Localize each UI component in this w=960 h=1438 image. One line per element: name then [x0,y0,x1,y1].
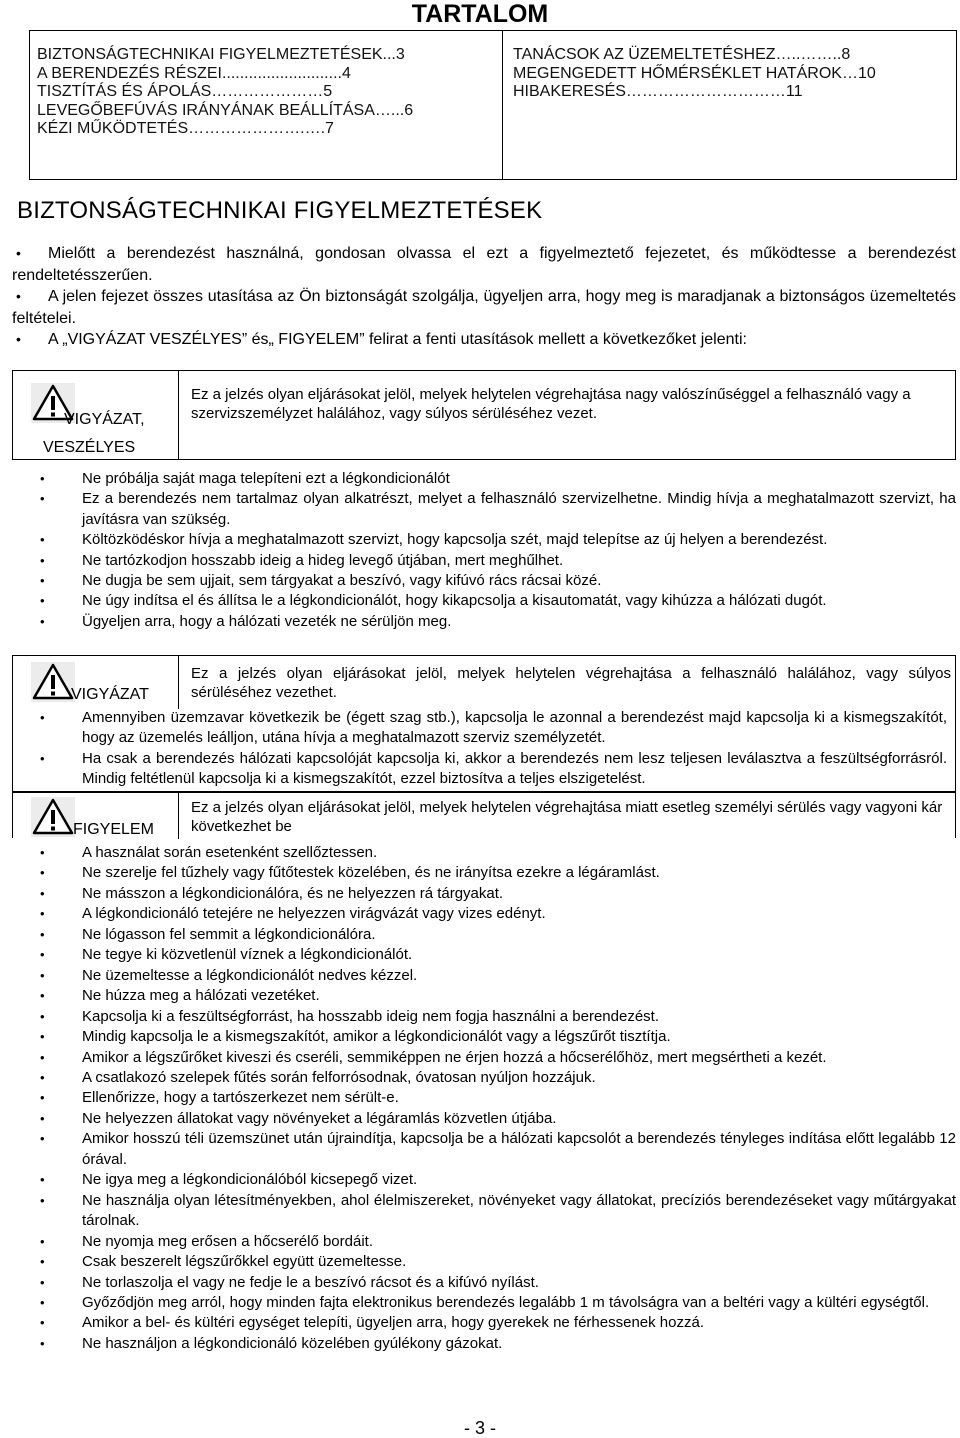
list-item: • A csatlakozó szelepek fűtés során felforrósodnak, óvatosan nyúljon hozzájuk. [12,1068,956,1088]
warning-box [12,655,956,708]
list-item: • A használat során esetenként szellőztessen. [12,843,956,863]
list-item: • Ne torlaszolja el vagy ne fedje le a beszívó rácsot és a kifúvó nyílást. [12,1273,956,1293]
intro-text [12,243,956,351]
list-item: • Amikor hosszú téli üzemszünet után újraindítja, kapcsolja be a hálózati kapcsolót a berendezés tényleges indítása előtt legalább 12 órával. [12,1129,956,1170]
toc-item[interactable]: KÉZI MŰKÖDTETÉS………………….….7 [37,120,334,137]
list-item: • Ügyeljen arra, hogy a hálózati vezeték ne sérüljön meg. [12,612,956,632]
list-item: • Ne használjon a légkondicionáló közelében gyúlékony gázokat. [12,1334,956,1354]
warning-description: Ez a jelzés olyan eljárásokat jelöl, melyek helytelen végrehajtása a felhasználó halálához, vagy súlyos sérüléséhez vezethet. [191,665,951,701]
danger-label: VIGYÁZAT, [64,411,145,428]
list-item: • Győződjön meg arról, hogy minden fajta elektronikus berendezés legalább 1 m távolságra van a beltéri vagy a kültéri egységtől. [12,1293,956,1313]
danger-label-2: VESZÉLYES [43,439,136,456]
list-item: • Ne tartózkodjon hosszabb ideig a hideg levegő útjában, mert meghűlhet. [12,551,956,571]
list-item: • Ez a berendezés nem tartalmaz olyan alkatrészt, melyet a felhasználó szervizelhetne. Mindig hívja a meghatalmazott szervizt, ha javításra van szükség. [12,489,956,530]
caution-box [12,791,956,838]
list-item: • Ne húzza meg a hálózati vezetéket. [12,986,956,1006]
toc-right-column [503,31,956,179]
caution-list [12,843,956,1354]
table-of-contents [29,30,957,180]
caution-label-cell [13,792,179,839]
list-item: • Ne próbálja saját maga telepíteni ezt a légkondicionálót [12,469,956,489]
intro-item: • A jelen fejezet összes utasítása az Ön biztonságát szolgálja, ügyeljen arra, hogy meg is maradjanak a biztonságos üzemeltetés feltételei. [12,286,956,329]
list-item: • Ne helyezzen állatokat vagy növényeket a légáramlás közvetlen útjába. [12,1109,956,1129]
warning-list [12,708,956,793]
list-item: • Csak beszerelt légszűrőkkel együtt üzemeltesse. [12,1252,956,1272]
list-item: • Kapcsolja ki a feszültségforrást, ha hosszabb ideig nem fogja használni a berendezést. [12,1007,956,1027]
danger-description: Ez a jelzés olyan eljárásokat jelöl, melyek helytelen végrehajtása nagy valószínűséggel a felhasználó vagy a szervizszemélyzet halálához, vagy súlyos sérüléséhez vezet. [191,386,911,422]
toc-item[interactable]: TANÁCSOK AZ ÜZEMELTETÉSHEZ…..……..8 [513,46,851,63]
list-item: • Mindig kapcsolja le a kismegszakítót, amikor a légkondicionálót vagy a légszűrőt tisztítja. [12,1027,956,1047]
list-item: • Ne másszon a légkondicionálóra, és ne helyezzen rá tárgyakat. [12,884,956,904]
list-item: • Ne nyomja meg erősen a hőcserélő bordáit. [12,1232,956,1252]
warning-label: VIGYÁZAT [71,686,149,703]
list-item: • Ne úgy indítsa el és állítsa le a légkondicionálót, hogy kikapcsolja a kisautomatát, vagy kihúzza a hálózati dugót. [12,591,956,611]
toc-item[interactable]: A BERENDEZÉS RÉSZEI...........................4 [37,64,351,82]
list-item: • Költözködéskor hívja a meghatalmazott szervizt, hogy kapcsolja szét, majd telepítse az új helyen a berendezést. [12,530,956,550]
list-item: • Ne üzemeltesse a légkondicionálót nedves kézzel. [12,966,956,986]
list-item: • Ne lógasson fel semmit a légkondicionálóra. [12,925,956,945]
toc-item[interactable]: MEGENGEDETT HŐMÉRSÉKLET HATÁROK…10 [513,64,876,82]
danger-box [12,370,956,460]
section-heading: BIZTONSÁGTECHNIKAI FIGYELMEZTETÉSEK [17,197,543,224]
list-item: • Amikor a légszűrőket kiveszi és cseréli, semmiképpen ne érjen hozzá a hőcserélőhöz, mert megsértheti a kezét. [12,1048,956,1068]
caution-label: FIGYELEM [73,821,154,838]
list-item: • Ne használja olyan létesítményekben, ahol élelmiszereket, növényeket vagy állatokat, precíziós berendezéseket vagy műtárgyakat tárolnak. [12,1191,956,1232]
list-item: • A légkondicionáló tetejére ne helyezzen virágvázát vagy vizes edényt. [12,904,956,924]
list-item: • Ellenőrizze, hogy a tartószerkezet nem sérült-e. [12,1088,956,1108]
danger-list [12,469,956,632]
list-item: • Amennyiben üzemzavar következik be (égett szag stb.), kapcsolja le azonnal a berendezést majd kapcsolja ki a kismegszakítót, hogy az üzemelés leálljon, utána hívja a meghatalmazott szerviz személyzetét. [13,708,955,749]
toc-item[interactable]: TISZTÍTÁS ÉS ÁPOLÁS…………………5 [37,83,333,100]
toc-item[interactable]: BIZTONSÁGTECHNIKAI FIGYELMEZTETÉSEK...3 [37,46,405,63]
list-item: • Ne szerelje fel tűzhely vagy fűtőtestek közelében, és ne irányítsa ezekre a légáramlást. [12,863,956,883]
toc-item[interactable]: HIBAKERESÉS…………………………11 [513,83,803,100]
warning-triangle-icon [31,662,75,702]
toc-item[interactable]: LEVEGŐBEFÚVÁS IRÁNYÁNAK BEÁLLÍTÁSA…...6 [37,101,414,119]
caution-description: Ez a jelzés olyan eljárásokat jelöl, melyek helytelen végrehajtása miatt esetleg személyi sérülés vagy vagyoni kár következhet be [191,799,943,835]
list-item: • Ha csak a berendezés hálózati kapcsolóját kapcsolja ki, akkor a berendezés nem lesz teljesen leválasztva a feszültségforrásról. Mindig feltétlenül kapcsolja ki a kismegszakítót, ezzel biztosítva a teljes elszigetelést. [13,749,955,790]
warning-label-cell [13,656,179,709]
page-number: - 3 - [463,1418,496,1438]
toc-left-column [30,31,503,179]
intro-item: • A „VIGYÁZAT VESZÉLYES” és„ FIGYELEM” felirat a fenti utasítások mellett a következőket jelenti: [12,329,956,351]
list-item: • Ne tegye ki közvetlenül víznek a légkondicionálót. [12,945,956,965]
page-title: TARTALOM [411,0,549,28]
list-item: • Ne dugja be sem ujjait, sem tárgyakat a beszívó, vagy kifúvó rács rácsai közé. [12,571,956,591]
warning-triangle-icon [31,797,75,837]
intro-item: • Mielőtt a berendezést használná, gondosan olvassa el ezt a figyelmeztető fejezetet, és működtesse a berendezést rendeltetésszerűen. [12,243,956,286]
list-item: • Ne igya meg a légkondicionálóból kicsepegő vizet. [12,1170,956,1190]
danger-label-cell [13,371,179,459]
list-item: • Amikor a bel- és kültéri egységet telepíti, ügyeljen arra, hogy gyerekek ne férhessenek hozzá. [12,1313,956,1333]
